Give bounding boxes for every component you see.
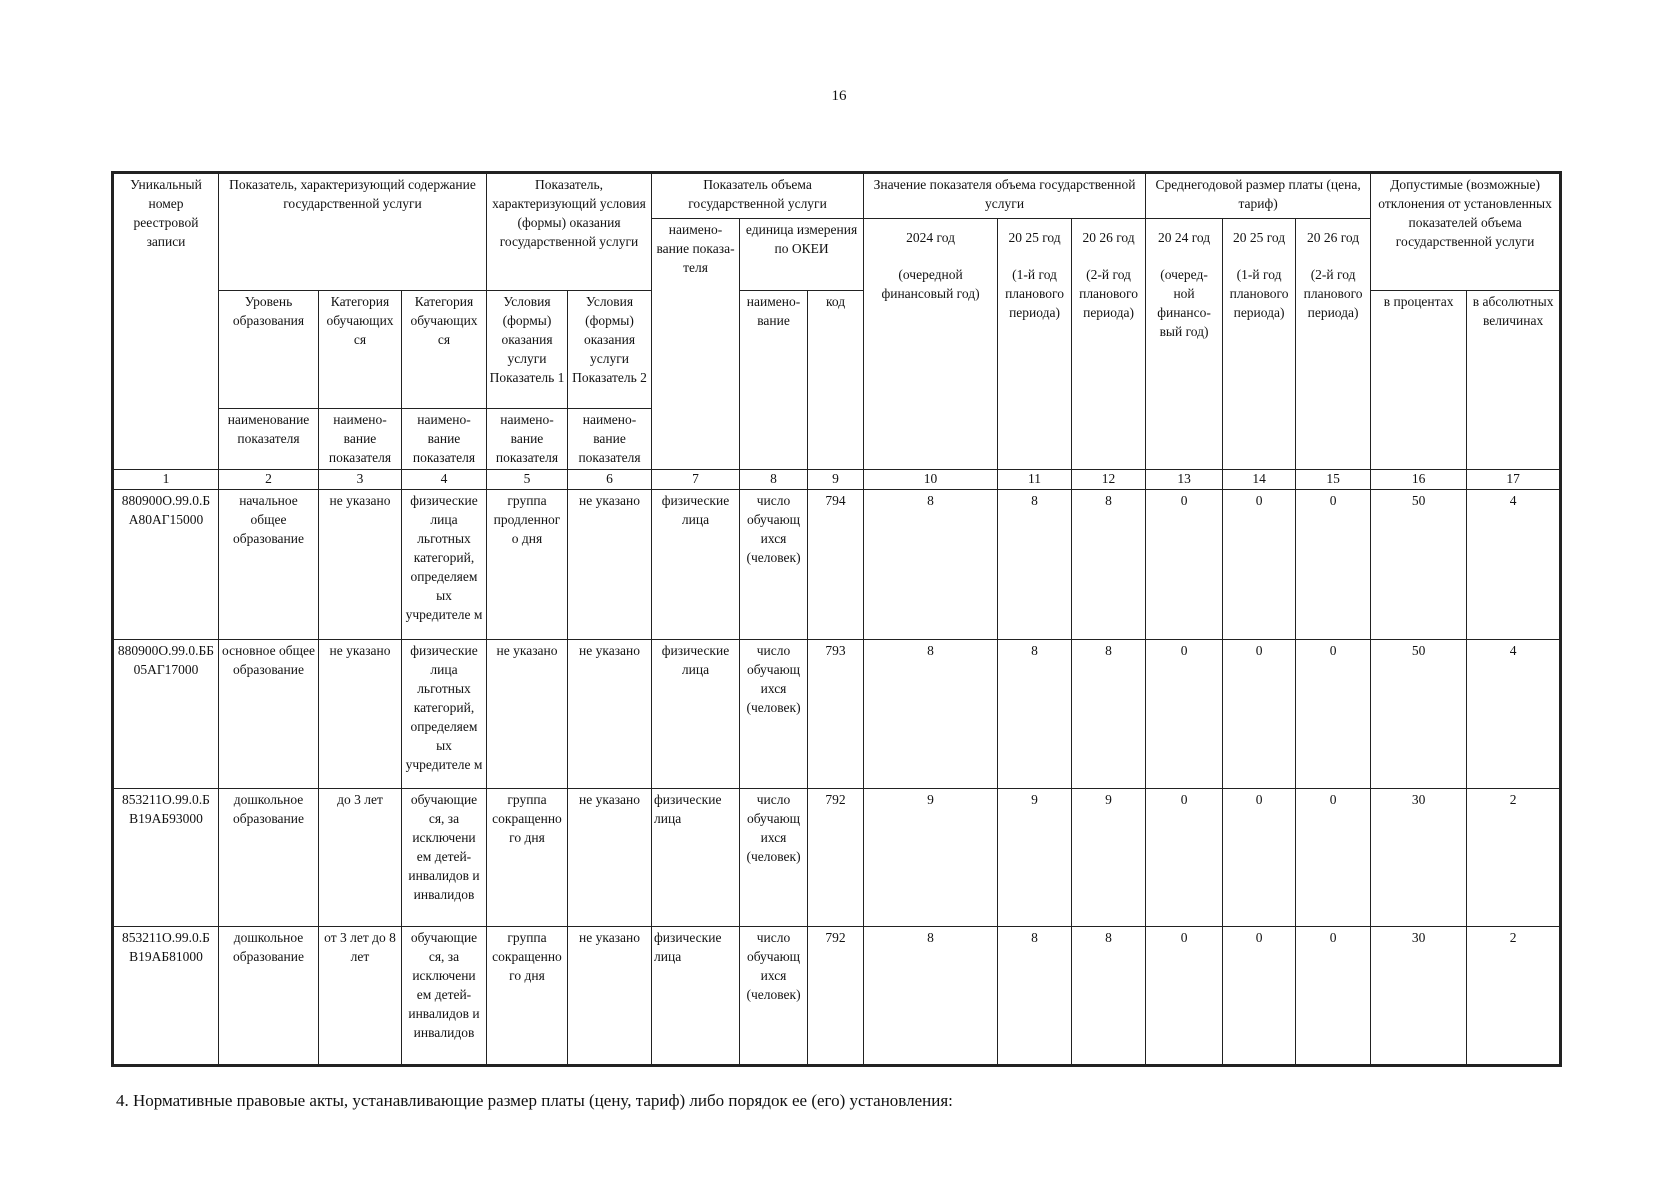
deviation-percent-cell: 50	[1371, 640, 1467, 789]
table-row	[114, 927, 1560, 1065]
column-number: 16	[1371, 470, 1467, 490]
header-volume-indicator: Показатель объема государственной услуги	[652, 174, 864, 219]
deviation-absolute-cell: 4	[1467, 490, 1560, 640]
registry-number-cell: 880900О.99.0.ББ 05АГ17000	[114, 640, 219, 789]
year-2025-label: 20 25 год	[1008, 230, 1061, 245]
condition-2-cell: не указано	[568, 490, 652, 640]
header-deviation-absolute: в абсолютных величинах	[1467, 291, 1560, 470]
table-row	[114, 789, 1560, 927]
column-number: 2	[219, 470, 319, 490]
header-education-level: Уровень образования	[219, 291, 319, 409]
column-number: 5	[487, 470, 568, 490]
condition-1-cell: группа продленног о дня	[487, 490, 568, 640]
table-row	[114, 490, 1560, 640]
volume-2024-cell: 8	[864, 490, 998, 640]
indicator-name-cell: физические лица	[652, 640, 740, 789]
condition-1-cell: не указано	[487, 640, 568, 789]
deviation-absolute-cell: 4	[1467, 640, 1560, 789]
header-allowed-deviation: Допустимые (возможные) отклонения от установленных показателей объема государственной услуги	[1371, 174, 1560, 291]
deviation-percent-cell: 30	[1371, 927, 1467, 1065]
header-volume-value: Значение показателя объема государственной услуги	[864, 174, 1146, 219]
year-2024-label: 2024 год	[906, 230, 955, 245]
year-2025-note: (1-й год планового периода)	[1005, 267, 1064, 320]
fee-2024-cell: 0	[1146, 490, 1223, 640]
column-number: 13	[1146, 470, 1223, 490]
header-conditions-indicator: Показатель, характеризующий условия (формы) оказания государственной услуги	[487, 174, 652, 291]
header-registry-number: Уникальный номер реестровой записи	[114, 174, 219, 470]
indicator-name-cell: физические лица	[652, 927, 740, 1065]
header-condition-1: Условия (формы) оказания услуги Показатель 1	[487, 291, 568, 409]
header-unit-name: наимено- вание	[740, 291, 808, 470]
column-number: 4	[402, 470, 487, 490]
condition-2-cell: не указано	[568, 927, 652, 1065]
header-fee-2025	[1223, 219, 1296, 470]
volume-2025-cell: 8	[998, 927, 1072, 1065]
fee-2025-cell: 0	[1223, 640, 1296, 789]
indicator-name-cell: физические лица	[652, 490, 740, 640]
fee-2025-label: 20 25 год	[1232, 230, 1286, 245]
fee-2024-cell: 0	[1146, 640, 1223, 789]
page-number: 16	[831, 88, 847, 104]
fee-2025-note: (1-й год планового периода)	[1229, 267, 1289, 320]
column-number: 8	[740, 470, 808, 490]
header-fee-2026	[1296, 219, 1371, 470]
column-number: 12	[1072, 470, 1146, 490]
fee-2025-cell: 0	[1223, 490, 1296, 640]
unit-name-cell: число обучающ ихся (человек)	[740, 640, 808, 789]
fee-2026-cell: 0	[1296, 490, 1371, 640]
header-indicator-name-3: наимено- вание показателя	[402, 409, 487, 470]
condition-2-cell: не указано	[568, 640, 652, 789]
registry-number-cell: 880900О.99.0.Б А80АГ15000	[114, 490, 219, 640]
header-indicator-name-2: наимено- вание показателя	[319, 409, 402, 470]
header-year-2024	[864, 219, 998, 470]
header-indicator-name-1: наименование показателя	[219, 409, 319, 470]
column-number: 3	[319, 470, 402, 490]
category-1-cell: не указано	[319, 640, 402, 789]
volume-2024-cell: 9	[864, 789, 998, 927]
category-2-cell: физические лица льготных категорий, определяем ых учредителе м	[402, 490, 487, 640]
volume-2024-cell: 8	[864, 927, 998, 1065]
unit-name-cell: число обучающ ихся (человек)	[740, 789, 808, 927]
indicator-name-cell: физические лица	[652, 789, 740, 927]
fee-2024-cell: 0	[1146, 927, 1223, 1065]
header-student-category-1: Категория обучающих ся	[319, 291, 402, 409]
condition-1-cell: группа сокращенно го дня	[487, 927, 568, 1065]
table-row	[114, 640, 1560, 789]
education-level-cell: дошкольное образование	[219, 789, 319, 927]
fee-2024-label: 20 24 год	[1157, 230, 1211, 245]
header-condition-2: Условия (формы) оказания услуги Показатель 2	[568, 291, 652, 409]
service-volume-table	[113, 173, 1560, 1065]
header-year-2026	[1072, 219, 1146, 470]
column-number-row	[114, 470, 1560, 490]
header-annual-fee: Среднегодовой размер платы (цена, тариф)	[1146, 174, 1371, 219]
header-unit-okei: единица измерения по ОКЕИ	[740, 219, 864, 291]
registry-number-cell: 853211О.99.0.Б В19АБ81000	[114, 927, 219, 1065]
volume-2024-cell: 8	[864, 640, 998, 789]
volume-2026-cell: 8	[1072, 490, 1146, 640]
condition-1-cell: группа сокращенно го дня	[487, 789, 568, 927]
fee-2026-label: 20 26 год	[1306, 230, 1360, 245]
volume-2026-cell: 8	[1072, 640, 1146, 789]
volume-2026-cell: 9	[1072, 789, 1146, 927]
category-2-cell: обучающие ся, за исключени ем детей- инвалидов и инвалидов	[402, 927, 487, 1065]
deviation-percent-cell: 30	[1371, 789, 1467, 927]
education-level-cell: начальное общее образование	[219, 490, 319, 640]
deviation-absolute-cell: 2	[1467, 789, 1560, 927]
unit-code-cell: 794	[808, 490, 864, 640]
volume-2026-cell: 8	[1072, 927, 1146, 1065]
column-number: 6	[568, 470, 652, 490]
header-deviation-percent: в процентах	[1371, 291, 1467, 470]
header-volume-indicator-name: наимено- вание показа- теля	[652, 219, 740, 470]
volume-2025-cell: 8	[998, 640, 1072, 789]
year-2026-label: 20 26 год	[1082, 230, 1135, 245]
category-1-cell: не указано	[319, 490, 402, 640]
fee-2026-cell: 0	[1296, 789, 1371, 927]
year-2026-note: (2-й год планового периода)	[1079, 267, 1139, 320]
header-student-category-2: Категория обучающих ся	[402, 291, 487, 409]
registry-number-cell: 853211О.99.0.Б В19АБ93000	[114, 789, 219, 927]
category-2-cell: физические лица льготных категорий, определяем ых учредителе м	[402, 640, 487, 789]
column-number: 11	[998, 470, 1072, 490]
header-unit-code: код	[808, 291, 864, 470]
volume-2025-cell: 8	[998, 490, 1072, 640]
header-indicator-name-5: наимено- вание показателя	[568, 409, 652, 470]
deviation-absolute-cell: 2	[1467, 927, 1560, 1065]
fee-2025-cell: 0	[1223, 927, 1296, 1065]
column-number: 17	[1467, 470, 1560, 490]
unit-code-cell: 792	[808, 789, 864, 927]
column-number: 15	[1296, 470, 1371, 490]
category-1-cell: от 3 лет до 8 лет	[319, 927, 402, 1065]
column-number: 7	[652, 470, 740, 490]
fee-2026-cell: 0	[1296, 640, 1371, 789]
fee-2024-note: (очеред- ной финансо- вый год)	[1157, 267, 1211, 339]
deviation-percent-cell: 50	[1371, 490, 1467, 640]
header-indicator-name-4: наимено- вание показателя	[487, 409, 568, 470]
fee-2026-note: (2-й год планового периода)	[1303, 267, 1363, 320]
header-fee-2024	[1146, 219, 1223, 470]
header-year-2025	[998, 219, 1072, 470]
unit-name-cell: число обучающ ихся (человек)	[740, 927, 808, 1065]
fee-2024-cell: 0	[1146, 789, 1223, 927]
unit-name-cell: число обучающ ихся (человек)	[740, 490, 808, 640]
category-2-cell: обучающие ся, за исключени ем детей- инвалидов и инвалидов	[402, 789, 487, 927]
volume-2025-cell: 9	[998, 789, 1072, 927]
column-number: 1	[114, 470, 219, 490]
column-number: 14	[1223, 470, 1296, 490]
fee-2025-cell: 0	[1223, 789, 1296, 927]
condition-2-cell: не указано	[568, 789, 652, 927]
unit-code-cell: 792	[808, 927, 864, 1065]
category-1-cell: до 3 лет	[319, 789, 402, 927]
header-content-indicator: Показатель, характеризующий содержание государственной услуги	[219, 174, 487, 291]
header-row-groups	[114, 174, 1560, 219]
education-level-cell: основное общее образование	[219, 640, 319, 789]
fee-2026-cell: 0	[1296, 927, 1371, 1065]
column-number: 9	[808, 470, 864, 490]
column-number: 10	[864, 470, 998, 490]
education-level-cell: дошкольное образование	[219, 927, 319, 1065]
unit-code-cell: 793	[808, 640, 864, 789]
footer-legal-acts-note: 4. Нормативные правовые акты, устанавливающие размер платы (цену, тариф) либо порядок ее (его) установления:	[116, 1091, 953, 1110]
year-2024-note: (очередной финансовый год)	[881, 267, 980, 301]
